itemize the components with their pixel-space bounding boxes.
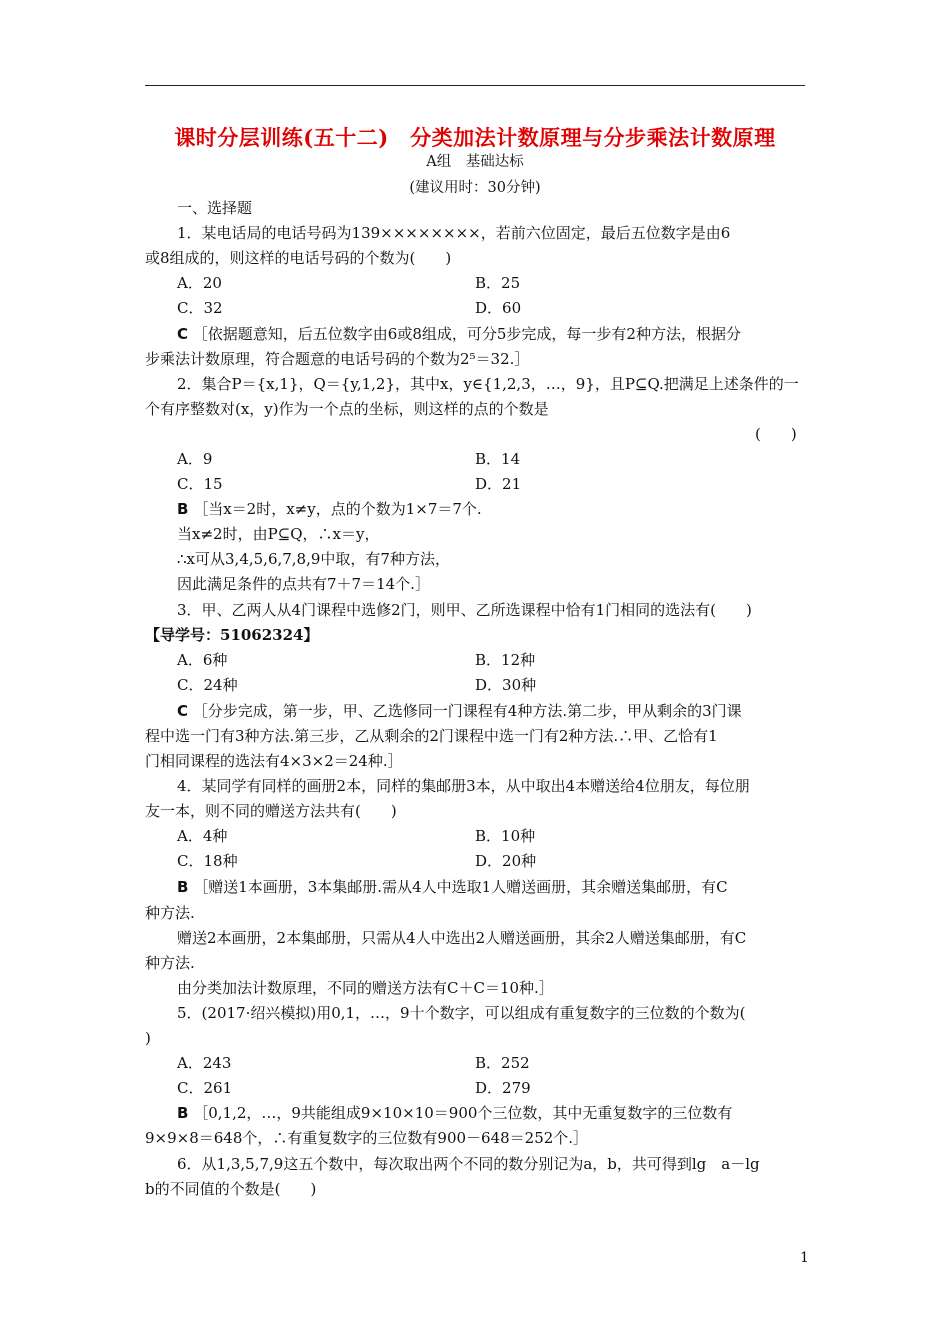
question-4-line-2: 友一本，则不同的赠送方法共有( ): [145, 802, 397, 820]
q4-solution-line-1: [177, 880, 728, 895]
q3-option-b: B．12种: [475, 651, 536, 669]
question-2-line-2: 个有序整数对(x，y)作为一个点的坐标，则这样的点的个数是: [145, 400, 549, 418]
q4-option-c: C．18种: [177, 852, 238, 870]
q1-solution-line-2: 步乘法计数原理，符合题意的电话号码的个数为2⁵＝32.］: [145, 350, 530, 368]
q3-solution-text: ［分步完成，第一步，甲、乙选修同一门课程有4种方法.第二步，甲从剩余的3门课: [192, 702, 742, 720]
q2-option-c: C．15: [177, 475, 223, 493]
q5-option-c: C．261: [177, 1079, 233, 1097]
q1-option-b: B．25: [475, 274, 521, 292]
q2-solution-line-4: 因此满足条件的点共有7＋7＝14个.］: [177, 575, 430, 593]
q4-solution-line-4: 种方法.: [145, 954, 195, 972]
q5-solution-line-1: [177, 1106, 732, 1121]
q2-solution-line-3: ∴x可从3,4,5,6,7,8,9中取，有7种方法，: [177, 550, 450, 568]
question-1-line-2: 或8组成的，则这样的电话号码的个数为( ): [145, 249, 452, 267]
q5-solution-text: ［0,1,2，…，9共能组成9×10×10＝900个三位数，其中无重复数字的三位数有: [193, 1104, 733, 1122]
q5-option-a: A．243: [177, 1054, 232, 1072]
q2-option-d: D．21: [475, 475, 522, 493]
q3-solution-line-1: [177, 704, 742, 719]
q2-solution-line-2: 当x≠2时，由P⊆Q，∴x＝y，: [177, 525, 380, 543]
q2-answer-bracket: ( ): [755, 425, 797, 443]
q3-solution-line-2: 程中选一门有3种方法.第三步，乙从剩余的2门课程中选一门有2种方法.∴甲、乙恰有1: [145, 727, 718, 745]
q4-option-d: D．20种: [475, 852, 537, 870]
q4-solution-line-5: 由分类加法计数原理，不同的赠送方法有C＋C＝10种.］: [177, 979, 554, 997]
q5-option-d: D．279: [475, 1079, 531, 1097]
q4-answer: B: [177, 878, 189, 896]
suggested-time: (建议用时：30分钟): [409, 180, 541, 196]
q4-solution-text: ［赠送1本画册，3本集邮册.需从4人中选取1人赠送画册，其余赠送集邮册，有C: [193, 878, 728, 896]
question-5-line-1: 5．(2017·绍兴模拟)用0,1，…，9十个数字，可以组成有重复数字的三位数的个数为(: [177, 1004, 746, 1022]
q5-solution-line-2: 9×9×8＝648个，∴有重复数字的三位数有900－648＝252个.］: [145, 1129, 589, 1147]
q4-solution-line-2: 种方法.: [145, 904, 195, 922]
q1-answer: C: [177, 325, 189, 343]
page-title: 课时分层训练(五十二) 分类加法计数原理与分步乘法计数原理: [174, 125, 776, 150]
question-6-line-2: b的不同值的个数是( ): [145, 1180, 317, 1198]
question-6-line-1: 6．从1,3,5,7,9这五个数中，每次取出两个不同的数分别记为a，b，共可得到lg a－lg: [177, 1155, 760, 1173]
question-4-line-1: 4．某同学有同样的画册2本，同样的集邮册3本，从中取出4本赠送给4位朋友，每位朋: [177, 777, 750, 795]
q3-answer: C: [177, 702, 189, 720]
q1-option-c: C．32: [177, 299, 223, 317]
q4-solution-line-3: 赠送2本画册，2本集邮册，只需从4人中选出2人赠送画册，其余2人赠送集邮册，有C: [177, 929, 747, 947]
group-label: A组 基础达标: [426, 154, 524, 170]
q5-answer: B: [177, 1104, 189, 1122]
q5-option-b: B．252: [475, 1054, 530, 1072]
q4-option-b: B．10种: [475, 827, 536, 845]
q2-option-a: A．9: [177, 450, 213, 468]
q1-solution-text: ［依据题意知，后五位数字由6或8组成，可分5步完成，每一步有2种方法，根据分: [192, 325, 741, 343]
question-5-line-2: ): [145, 1029, 151, 1047]
page-number: 1: [800, 1250, 809, 1266]
q1-solution-line-1: [177, 327, 741, 342]
question-2-line-1: 2．集合P＝{x,1}，Q＝{y,1,2}，其中x，y∈{1,2,3，…，9}，且P⊆Q.把满足上述条件的一: [177, 375, 799, 393]
q3-guide-number: 【导学号：51062324】: [145, 626, 319, 644]
q3-option-c: C．24种: [177, 676, 238, 694]
q2-solution-text: ［当x＝2时，x≠y，点的个数为1×7＝7个.: [193, 500, 482, 518]
q3-option-a: A．6种: [177, 651, 228, 669]
q3-option-d: D．30种: [475, 676, 537, 694]
question-1-line-1: 1．某电话局的电话号码为139××××××××，若前六位固定，最后五位数字是由6: [177, 224, 731, 242]
q2-solution-line-1: [177, 502, 482, 517]
section-heading: 一、选择题: [177, 199, 253, 217]
question-3-line-1: 3．甲、乙两人从4门课程中选修2门，则甲、乙所选课程中恰有1门相同的选法有( ): [177, 601, 752, 619]
q3-solution-line-3: 门相同课程的选法有4×3×2＝24种.］: [145, 752, 403, 770]
q2-answer: B: [177, 500, 189, 518]
q2-option-b: B．14: [475, 450, 521, 468]
header-rule: [145, 85, 805, 86]
q1-option-d: D．60: [475, 299, 522, 317]
q4-option-a: A．4种: [177, 827, 228, 845]
q1-option-a: A．20: [177, 274, 222, 292]
